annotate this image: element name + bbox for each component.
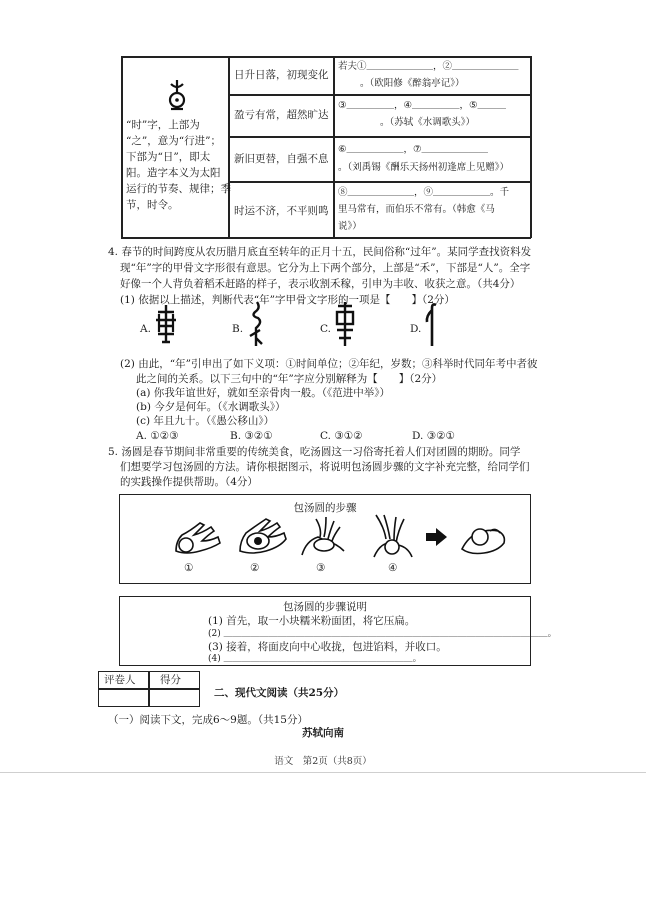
q4-intro-1: 4. 春节的时间跨度从农历腊月底直至转年的正月十五，民间俗称“过年”。某同学查找资料发: [108, 246, 532, 258]
option-a-label[interactable]: A.: [140, 323, 151, 335]
right-arrow-icon: [424, 527, 448, 547]
choice-c[interactable]: C. ③①②: [320, 430, 363, 442]
q5-intro-3: 的实践操作提供帮助。（4分）: [120, 476, 258, 488]
q4-sub1: (1) 依据以上描述，判断代表“年”字甲骨文字形的一项是【 】（2分）: [120, 294, 455, 306]
score-label: 得分: [160, 674, 181, 686]
shi-desc-line-2: “之”，意为“行进”；: [126, 135, 221, 147]
tangyuan-figure-box: [119, 494, 531, 584]
shi-desc-line-5: 运行的节奏、规律；季: [126, 183, 231, 195]
quote-3-blank[interactable]: ⑥＿＿＿＿＿＿，⑦＿＿＿＿＿＿＿: [338, 144, 489, 155]
figure-title: 包汤圆的步骤: [293, 502, 357, 514]
shi-desc-line-1: “时”字，上部为: [126, 119, 200, 131]
part-1-instruction: （一）阅读下文，完成6～9题。（共15分）: [108, 714, 308, 726]
step-3-text: (3) 接着，将面皮向中心收拢，包进馅料，并收口。: [208, 641, 447, 653]
explain-title: 包汤圆的步骤说明: [283, 601, 367, 613]
choice-d[interactable]: D. ③②①: [412, 430, 455, 442]
quote-4-line2: 里马常有，而伯乐不常有。（韩愈《马: [338, 204, 495, 215]
oracle-shi-glyph-icon: [165, 78, 189, 112]
q4-sub2-1: (2) 由此，“年”引申出了如下义项：①时间单位；②年纪，岁数；③科举时代同年考中者彼: [120, 358, 538, 370]
oracle-option-c-icon: [332, 300, 358, 348]
q4-sentence-c: (c) 年且九十。（《愚公移山》）: [136, 415, 275, 427]
q4-sub2-2: 此之间的关系。以下三句中的“年”字应分别解释为【 】（2分）: [136, 373, 443, 385]
step-4-blank[interactable]: (4) ＿＿＿＿＿＿＿＿＿＿＿＿＿＿＿＿＿＿＿＿＿。: [208, 654, 422, 664]
grader-label: 评卷人: [104, 674, 136, 686]
step-2-blank[interactable]: (2) ＿＿＿＿＿＿＿＿＿＿＿＿＿＿＿＿＿＿＿＿＿＿＿＿＿＿＿＿＿＿＿＿＿＿＿＿。: [208, 629, 557, 639]
quote-2-source: 。（苏轼《水调歌头》）: [380, 117, 476, 128]
quote-4-line3: 说》）: [338, 221, 362, 232]
footer-divider: [0, 772, 646, 773]
meaning-4: 时运不济，不平则鸣: [234, 205, 329, 217]
step-1-text: (1) 首先，取一小块糯米粉面团，将它压扁。: [208, 615, 416, 627]
quote-1-source: 。（欧阳修《醉翁亭记》）: [360, 78, 465, 89]
q4-intro-2: 现“年”字的甲骨文字形很有意思。它分为上下两个部分，上部是“禾”，下部是“人”。全字: [120, 262, 531, 274]
step-2-num: ②: [250, 562, 260, 574]
oracle-option-b-icon: [246, 300, 268, 348]
step-3-num: ③: [316, 562, 326, 574]
q5-intro-2: 们想要学习包汤圆的方法。请你根据图示，将说明包汤圆步骤的文字补充完整，给同学们: [120, 461, 530, 473]
step-1-num: ①: [184, 562, 194, 574]
option-b-label[interactable]: B.: [232, 323, 244, 335]
choice-b[interactable]: B. ③②①: [230, 430, 273, 442]
steps-explain-box: [119, 596, 557, 666]
shi-desc-line-4: 阳。造字本义为太阳: [126, 167, 221, 179]
quote-1-blank[interactable]: 若夫①＿＿＿＿＿＿＿，②＿＿＿＿＿＿＿: [338, 61, 519, 72]
meaning-3: 新旧更替，自强不息: [234, 153, 329, 165]
oracle-option-a-icon: [152, 302, 180, 346]
quote-3-source: 。（刘禹锡《酬乐天扬州初逢席上见赠》）: [338, 162, 510, 173]
quote-2-blank[interactable]: ③＿＿＿＿＿，④＿＿＿＿＿，⑤＿＿＿: [338, 100, 507, 111]
page-footer: 语文 第2页（共8页）: [274, 756, 372, 767]
q4-intro-3: 好像一个人背负着稻禾赶路的样子，表示收割禾稼，引申为丰收、收获之意。（共4分）: [120, 278, 521, 290]
meaning-2: 盈亏有常，超然旷达: [234, 109, 329, 121]
q4-sentence-b: (b) 今夕是何年。（《水调歌头》）: [136, 401, 286, 413]
step-4-num: ④: [388, 562, 398, 574]
finished-tangyuan-icon: [458, 517, 508, 557]
q4-sentence-a: (a) 你我年谊世好，就如至亲骨肉一般。（《范进中举》）: [136, 387, 391, 399]
section-2-title: 二、现代文阅读（共25分）: [214, 687, 345, 699]
choice-a[interactable]: A. ①②③: [136, 430, 179, 442]
shi-desc-line-6: 节，时令。: [126, 199, 179, 211]
meaning-1: 日升日落，初现变化: [234, 69, 329, 81]
quote-4-blank[interactable]: ⑧＿＿＿＿＿＿＿，⑨＿＿＿＿＿＿。千: [338, 187, 510, 198]
option-d-label[interactable]: D.: [410, 323, 422, 335]
hand-filling-icon: [236, 517, 290, 557]
article-title: 苏轼向南: [302, 727, 344, 739]
oracle-option-d-icon: [424, 300, 440, 348]
q5-intro-1: 5. 汤圆是春节期间非常重要的传统美食，吃汤圆这一习俗寄托着人们对团圆的期盼。同学: [108, 446, 521, 458]
shi-desc-line-3: 下部为“日”，即太: [126, 151, 211, 163]
hands-gather-icon: [296, 515, 352, 559]
hand-flatten-dough-icon: [172, 521, 224, 557]
hands-seal-icon: [366, 513, 418, 559]
option-c-label[interactable]: C.: [320, 323, 331, 335]
